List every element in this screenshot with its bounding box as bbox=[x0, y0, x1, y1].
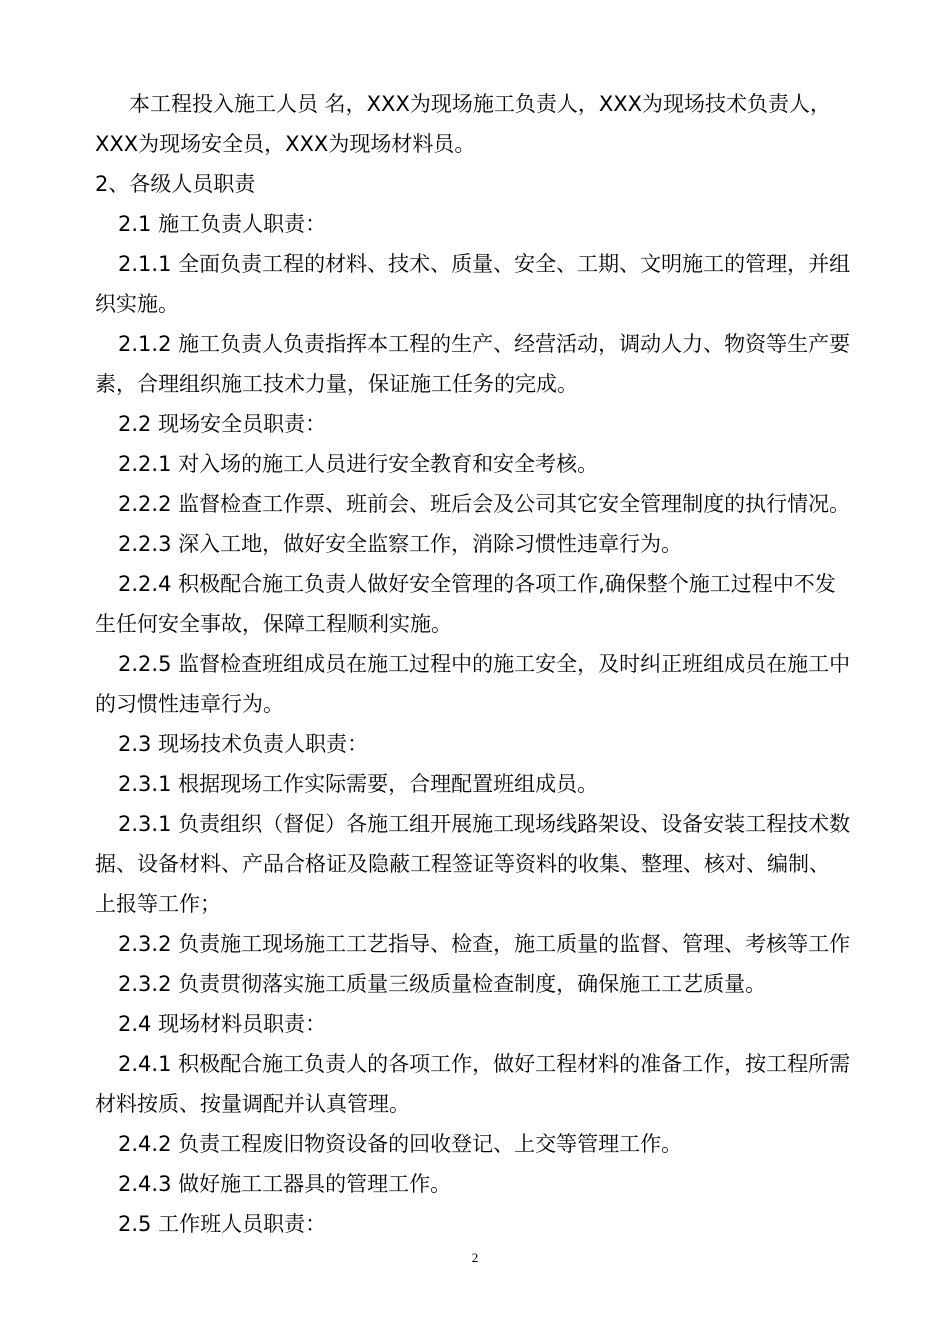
paragraph-line: 2.3.2 负责施工现场施工工艺指导、检查，施工质量的监督、管理、考核等工作 bbox=[118, 932, 851, 956]
paragraph-line: 材料按质、按量调配并认真管理。 bbox=[95, 1092, 410, 1116]
paragraph-line: 2.2.5 监督检查班组成员在施工过程中的施工安全，及时纠正班组成员在施工中 bbox=[118, 652, 851, 676]
subsection-heading: 2.4 现场材料员职责： bbox=[118, 1012, 327, 1036]
paragraph-line: 2.3.1 负责组织（督促）各施工组开展施工现场线路架设、设备安装工程技术数 bbox=[118, 812, 851, 836]
paragraph-line: 2.3.1 根据现场工作实际需要，合理配置班组成员。 bbox=[118, 772, 599, 796]
paragraph-line: 本工程投入施工人员 名，XXX为现场施工负责人，XXX为现场技术负责人， bbox=[129, 92, 831, 116]
paragraph-line: 织实施。 bbox=[95, 292, 179, 316]
paragraph-line: 据、设备材料、产品合格证及隐蔽工程签证等资料的收集、整理、核对、编制、 bbox=[95, 852, 830, 876]
paragraph-line: 2.2.3 深入工地，做好安全监察工作，消除习惯性违章行为。 bbox=[118, 532, 683, 556]
paragraph-line: 2.2.1 对入场的施工人员进行安全教育和安全考核。 bbox=[118, 452, 599, 476]
paragraph-line: 2.2.2 监督检查工作票、班前会、班后会及公司其它安全管理制度的执行情况。 bbox=[118, 492, 851, 516]
paragraph-line: 2.2.4 积极配合施工负责人做好安全管理的各项工作,确保整个施工过程中不发 bbox=[118, 572, 836, 596]
paragraph-line: XXX为现场安全员，XXX为现场材料员。 bbox=[95, 132, 476, 156]
paragraph-line: 生任何安全事故，保障工程顺利实施。 bbox=[95, 612, 452, 636]
paragraph-line: 的习惯性违章行为。 bbox=[95, 692, 284, 716]
page-number: 2 bbox=[471, 1250, 479, 1265]
subsection-heading: 2.1 施工负责人职责： bbox=[118, 212, 327, 236]
subsection-heading: 2.5 工作班人员职责： bbox=[118, 1212, 327, 1236]
document-body bbox=[95, 84, 885, 1244]
paragraph-line: 2.4.2 负责工程废旧物资设备的回收登记、上交等管理工作。 bbox=[118, 1132, 683, 1156]
paragraph-line: 2.4.3 做好施工工器具的管理工作。 bbox=[118, 1172, 452, 1196]
paragraph-line: 2.1.1 全面负责工程的材料、技术、质量、安全、工期、文明施工的管理，并组 bbox=[118, 252, 851, 276]
paragraph-line: 2.4.1 积极配合施工负责人的各项工作，做好工程材料的准备工作，按工程所需 bbox=[118, 1052, 851, 1076]
subsection-heading: 2.2 现场安全员职责： bbox=[118, 412, 327, 436]
paragraph-line: 上报等工作； bbox=[95, 892, 221, 916]
paragraph-line: 素，合理组织施工技术力量，保证施工任务的完成。 bbox=[95, 372, 578, 396]
paragraph-line: 2.1.2 施工负责人负责指挥本工程的生产、经营活动，调动人力、物资等生产要 bbox=[118, 332, 851, 356]
paragraph-line: 2.3.2 负责贯彻落实施工质量三级质量检查制度，确保施工工艺质量。 bbox=[118, 972, 767, 996]
section-heading: 2、各级人员职责 bbox=[95, 172, 256, 196]
subsection-heading: 2.3 现场技术负责人职责： bbox=[118, 732, 369, 756]
